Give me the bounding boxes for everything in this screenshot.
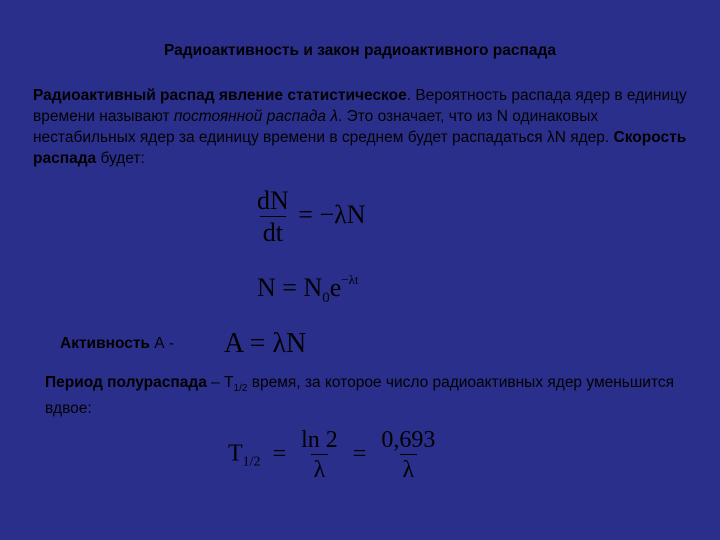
formula-activity: A = λN	[224, 328, 307, 359]
half-life-paragraph	[45, 373, 705, 419]
equals-sign: =	[272, 440, 287, 467]
decay-lhs: N = N	[257, 273, 323, 302]
rate-numerator: dN	[257, 186, 289, 215]
intro-text-2: . Это означает, что из N одинаковых нестабильных ядер за единицу времени в среднем будет распадаться λN ядер.	[33, 108, 614, 146]
half-life-sub: 1/2	[233, 383, 248, 395]
half-frac1-den: λ	[311, 454, 329, 482]
formula-decay-law	[257, 272, 359, 307]
decay-exponent: −λt	[341, 272, 359, 287]
activity-label	[60, 335, 174, 353]
half-life-dash: – T	[206, 374, 234, 391]
decay-base: e	[329, 273, 342, 302]
half-life-bold-label: Период полураспада	[45, 374, 207, 391]
half-frac2-den: λ	[400, 454, 418, 482]
formula-decay-rate	[254, 188, 366, 246]
slide-title: Радиоактивность и закон радиоактивного распада	[164, 42, 556, 59]
intro-text-1: . Вероятность распада ядер в единицу времени называют	[33, 87, 687, 125]
half-fraction-1	[298, 428, 341, 482]
rate-fraction	[254, 188, 292, 246]
intro-paragraph	[33, 85, 698, 169]
intro-bold-lead: Радиоактивный распад явление статистическое	[33, 87, 407, 104]
activity-bold-label: Активность	[60, 335, 150, 352]
half-lhs: T	[228, 440, 243, 467]
rate-rhs: = −λN	[298, 199, 366, 229]
half-frac1-num: ln 2	[301, 427, 338, 453]
intro-bold-speed: Скорость распада	[33, 129, 687, 167]
intro-italic-term: постоянной распада λ	[173, 108, 338, 125]
formula-half-life	[228, 428, 438, 482]
equals-sign: =	[352, 440, 367, 467]
half-lhs-sub: 1/2	[242, 454, 261, 470]
decay-sub: 0	[322, 290, 330, 306]
half-fraction-2	[378, 428, 438, 482]
intro-text-3: будет:	[96, 150, 145, 167]
rate-denominator: dt	[260, 216, 286, 246]
half-frac2-num: 0,693	[381, 427, 436, 453]
half-life-text: время, за которое число радиоактивных ядер уменьшится вдвое:	[45, 374, 675, 418]
activity-rest: А -	[149, 335, 175, 352]
